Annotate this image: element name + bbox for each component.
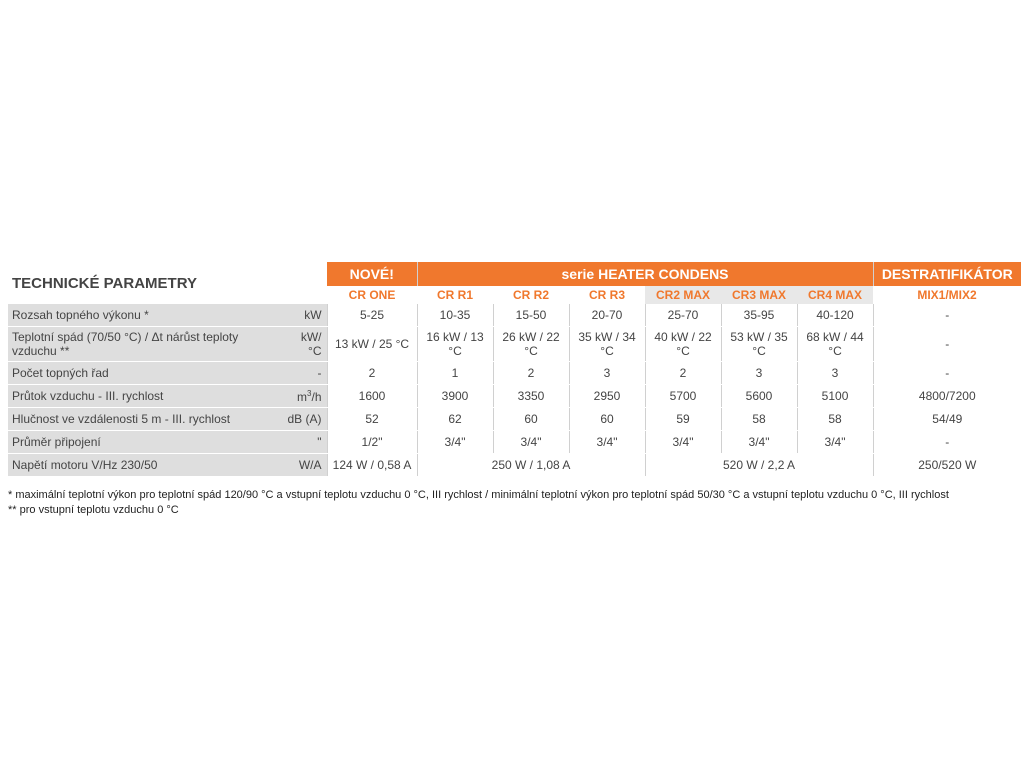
cell: 1600 xyxy=(327,385,417,408)
row-label: Hlučnost ve vzdálenosti 5 m - III. rychlost xyxy=(8,408,284,431)
cell: 3900 xyxy=(417,385,493,408)
row-label: Napětí motoru V/Hz 230/50 xyxy=(8,454,284,477)
row-unit: kW xyxy=(284,304,327,327)
cell-cr-one: 124 W / 0,58 A xyxy=(327,454,417,477)
cell: 3/4" xyxy=(493,431,569,454)
cell: 62 xyxy=(417,408,493,431)
cell: - xyxy=(873,304,1021,327)
cell: 40 kW / 22 °C xyxy=(645,327,721,362)
cell: 40-120 xyxy=(797,304,873,327)
row-label: Průměr připojení xyxy=(8,431,284,454)
cell: 3350 xyxy=(493,385,569,408)
row-label: Teplotní spád (70/50 °C) / Δt nárůst teploty vzduchu ** xyxy=(8,327,284,362)
cell: 68 kW / 44 °C xyxy=(797,327,873,362)
cell: 2950 xyxy=(569,385,645,408)
cell: 52 xyxy=(327,408,417,431)
model-header: MIX1/MIX2 xyxy=(917,288,977,302)
cell: 15-50 xyxy=(493,304,569,327)
cell: 10-35 xyxy=(417,304,493,327)
table-row xyxy=(8,327,1021,362)
cell: 60 xyxy=(569,408,645,431)
spec-table-container xyxy=(8,262,1016,477)
group-destrat: DESTRATIFIKÁTOR xyxy=(873,262,1021,286)
cell: 2 xyxy=(645,362,721,385)
cell: 3/4" xyxy=(721,431,797,454)
table-row xyxy=(8,362,1021,385)
row-unit: kW/ °C xyxy=(284,327,327,362)
cell: 13 kW / 25 °C xyxy=(327,327,417,362)
cell: 5700 xyxy=(645,385,721,408)
cell: 3/4" xyxy=(797,431,873,454)
model-header: CR2 MAX xyxy=(645,286,721,304)
cell: 5600 xyxy=(721,385,797,408)
spec-table xyxy=(8,262,1021,477)
table-row xyxy=(8,431,1021,454)
row-unit: - xyxy=(284,362,327,385)
table-title: TECHNICKÉ PARAMETRY xyxy=(12,274,198,292)
cell: 3/4" xyxy=(645,431,721,454)
row-label: Průtok vzduchu - III. rychlost xyxy=(8,385,284,408)
cell: 25-70 xyxy=(645,304,721,327)
cell: 1/2" xyxy=(327,431,417,454)
cell: 3 xyxy=(569,362,645,385)
cell: 4800/7200 xyxy=(873,385,1021,408)
cell-mix: 250/520 W xyxy=(873,454,1021,477)
cell: 58 xyxy=(797,408,873,431)
cell: - xyxy=(873,327,1021,362)
row-unit: dB (A) xyxy=(284,408,327,431)
footnote: ** pro vstupní teplotu vzduchu 0 °C xyxy=(8,504,179,516)
footnotes xyxy=(8,488,949,518)
cell: 35-95 xyxy=(721,304,797,327)
cell: 3 xyxy=(721,362,797,385)
row-label: Rozsah topného výkonu * xyxy=(8,304,284,327)
cell: 3/4" xyxy=(417,431,493,454)
cell: 5100 xyxy=(797,385,873,408)
model-header: CR R3 xyxy=(589,288,626,302)
cell: 60 xyxy=(493,408,569,431)
row-unit: W/A xyxy=(284,454,327,477)
row-label: Počet topných řad xyxy=(8,362,284,385)
cell: 3 xyxy=(797,362,873,385)
row-unit: " xyxy=(284,431,327,454)
cell: 1 xyxy=(417,362,493,385)
cell-cr-r: 250 W / 1,08 A xyxy=(417,454,645,477)
cell: 2 xyxy=(493,362,569,385)
model-header: CR R2 xyxy=(513,288,550,302)
cell: - xyxy=(873,362,1021,385)
table-row xyxy=(8,304,1021,327)
cell: 53 kW / 35 °C xyxy=(721,327,797,362)
cell-cr-max: 520 W / 2,2 A xyxy=(645,454,873,477)
footnote: * maximální teplotní výkon pro teplotní spád 120/90 °C a vstupní teplotu vzduchu 0 °C, III rychlost / minimální teplotní výkon pro teplotní spád 50/30 °C a vstupní teplotu vzduchu 0 °C, III rychlost xyxy=(8,489,949,501)
table-row-motor xyxy=(8,454,1021,477)
model-header: CR ONE xyxy=(348,288,396,302)
cell: 54/49 xyxy=(873,408,1021,431)
cell: 20-70 xyxy=(569,304,645,327)
model-header: CR4 MAX xyxy=(797,286,873,304)
cell: 2 xyxy=(327,362,417,385)
cell: 3/4" xyxy=(569,431,645,454)
cell: 58 xyxy=(721,408,797,431)
unit-m3h: $m^3/h$ xyxy=(297,388,322,404)
group-header-row xyxy=(8,262,1021,286)
group-new: NOVÉ! xyxy=(327,262,417,286)
cell: 5-25 xyxy=(327,304,417,327)
row-unit xyxy=(284,385,327,408)
table-row xyxy=(8,385,1021,408)
table-row xyxy=(8,408,1021,431)
cell: - xyxy=(873,431,1021,454)
cell: 16 kW / 13 °C xyxy=(417,327,493,362)
cell: 26 kW / 22 °C xyxy=(493,327,569,362)
model-header: CR3 MAX xyxy=(721,286,797,304)
cell: 59 xyxy=(645,408,721,431)
group-series: serie HEATER CONDENS xyxy=(417,262,873,286)
cell: 35 kW / 34 °C xyxy=(569,327,645,362)
model-header: CR R1 xyxy=(437,288,474,302)
